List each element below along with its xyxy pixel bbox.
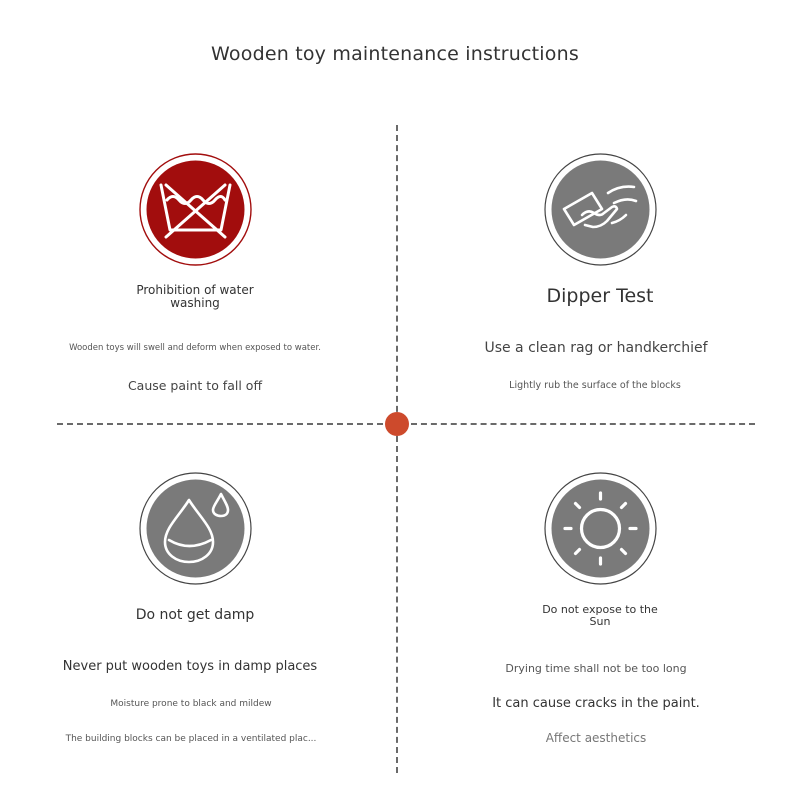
horizontal-divider-right	[411, 423, 755, 425]
no-wash-text-1: Wooden toys will swell and deform when exposed to water.	[69, 343, 321, 353]
wipe-cloth-icon	[544, 153, 657, 266]
sun-icon	[544, 472, 657, 585]
dipper-test-text-1: Use a clean rag or handkerchief	[484, 340, 708, 356]
no-wash-heading-line2: washing	[170, 296, 220, 310]
sun-text-1: Drying time shall not be too long	[505, 662, 687, 675]
no-wash-heading	[95, 284, 295, 310]
damp-text-2: Moisture prone to black and mildew	[110, 699, 272, 709]
sun-text-3: Affect aesthetics	[545, 731, 647, 745]
no-wash-heading-line1: Prohibition of water	[136, 283, 254, 297]
vertical-divider	[396, 125, 398, 773]
damp-text-3: The building blocks can be placed in a ventilated plac...	[65, 734, 317, 744]
dipper-test-heading: Dipper Test	[546, 285, 654, 307]
center-dot	[385, 412, 409, 436]
page-title: Wooden toy maintenance instructions	[211, 43, 579, 65]
water-drop-icon	[139, 472, 252, 585]
sun-heading	[500, 604, 700, 628]
no-wash-icon	[139, 153, 252, 266]
sun-text-2: It can cause cracks in the paint.	[492, 696, 700, 711]
damp-text-1: Never put wooden toys in damp places	[62, 659, 318, 674]
no-wash-text-2: Cause paint to fall off	[127, 378, 263, 393]
sun-heading-line1: Do not expose to the	[542, 603, 658, 616]
dipper-test-text-2: Lightly rub the surface of the blocks	[509, 380, 681, 391]
horizontal-divider-left	[57, 423, 383, 425]
sun-heading-line2: Sun	[589, 615, 611, 628]
damp-heading: Do not get damp	[135, 607, 255, 623]
